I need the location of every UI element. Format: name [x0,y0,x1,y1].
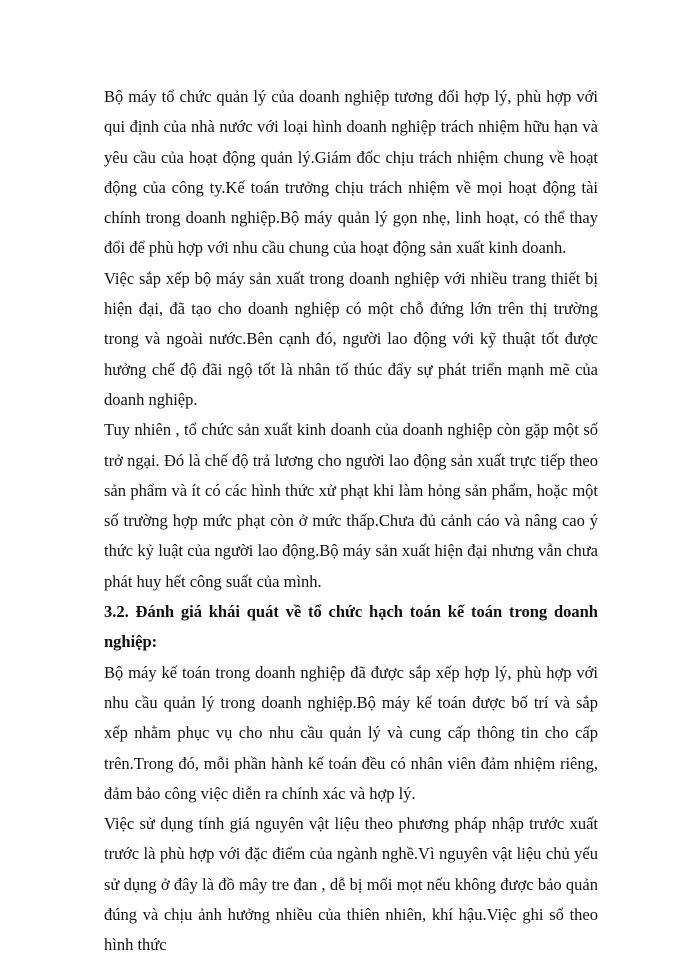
paragraph-material-pricing: Việc sử dụng tính giá nguyên vật liệu theo phương pháp nhập trước xuất trước là phù hợp với đặc điểm của ngành nghề.Vì nguyên vật liệu chủ yếu sử dụng ở đây là đồ mây tre đan , dễ bị mối mọt nếu không được bảo quản đúng và chịu ảnh hưởng nhiều của thiên nhiên, khí hậu.Việc ghi sổ theo hình thức [104,814,598,955]
paragraph-management-structure: Bộ máy tổ chức quản lý của doanh nghiệp tương đối hợp lý, phù hợp với qui định của nhà nước với loại hình doanh nghiệp trách nhiệm hữu hạn và yêu cầu của hoạt động quản lý.Giám đốc chịu trách nhiệm chung về hoạt động của công ty.Kế toán trưởng chịu trách nhiệm về mọi hoạt động tài chính trong doanh nghiệp.Bộ máy quản lý gọn nhẹ, linh hoạt, có thể thay đổi để phù hợp với nhu cầu chung của hoạt động sản xuất kinh doanh. [104,87,598,258]
section-heading: 3.2. Đánh giá khái quát về tổ chức hạch toán kế toán trong doanh nghiệp: [104,602,598,652]
paragraph-production-arrangement: Việc sắp xếp bộ máy sản xuất trong doanh nghiệp với nhiều trang thiết bị hiện đại, đã tạo cho doanh nghiệp có một chỗ đứng lớn trên thị trường trong và ngoài nước.Bên cạnh đó, người lao động với kỹ thuật tốt được hưởng chế độ đãi ngộ tốt là nhân tố thúc đẩy sự phát triển mạnh mẽ của doanh nghiệp. [104,268,598,409]
paragraph-production-obstacles: Tuy nhiên , tổ chức sản xuất kinh doanh của doanh nghiệp còn gặp một số trở ngại. Đó là chế độ trả lương cho người lao động sản xuất trực tiếp theo sản phẩm và ít có các hình thức xử phạt khi làm hỏng sản phẩm, hoặc một số trường hợp mức phạt còn ở mức thấp.Chưa đủ cảnh cáo và nâng cao ý thức kỷ luật của người lao động.Bộ máy sản xuất hiện đại nhưng vẫn chưa phát huy hết công suất của mình. [104,420,598,591]
document-body [104,82,598,961]
paragraph-accounting-structure: Bộ máy kế toán trong doanh nghiệp đã được sắp xếp hợp lý, phù hợp với nhu cầu quản lý trong doanh nghiệp.Bộ máy kế toán được bố trí và sắp xếp nhằm phục vụ cho nhu cầu quản lý và cung cấp thông tin cho cấp trên.Trong đó, mỗi phần hành kế toán đều có nhân viên đảm nhiệm riêng, đảm bảo công việc diễn ra chính xác và hợp lý. [104,662,598,803]
